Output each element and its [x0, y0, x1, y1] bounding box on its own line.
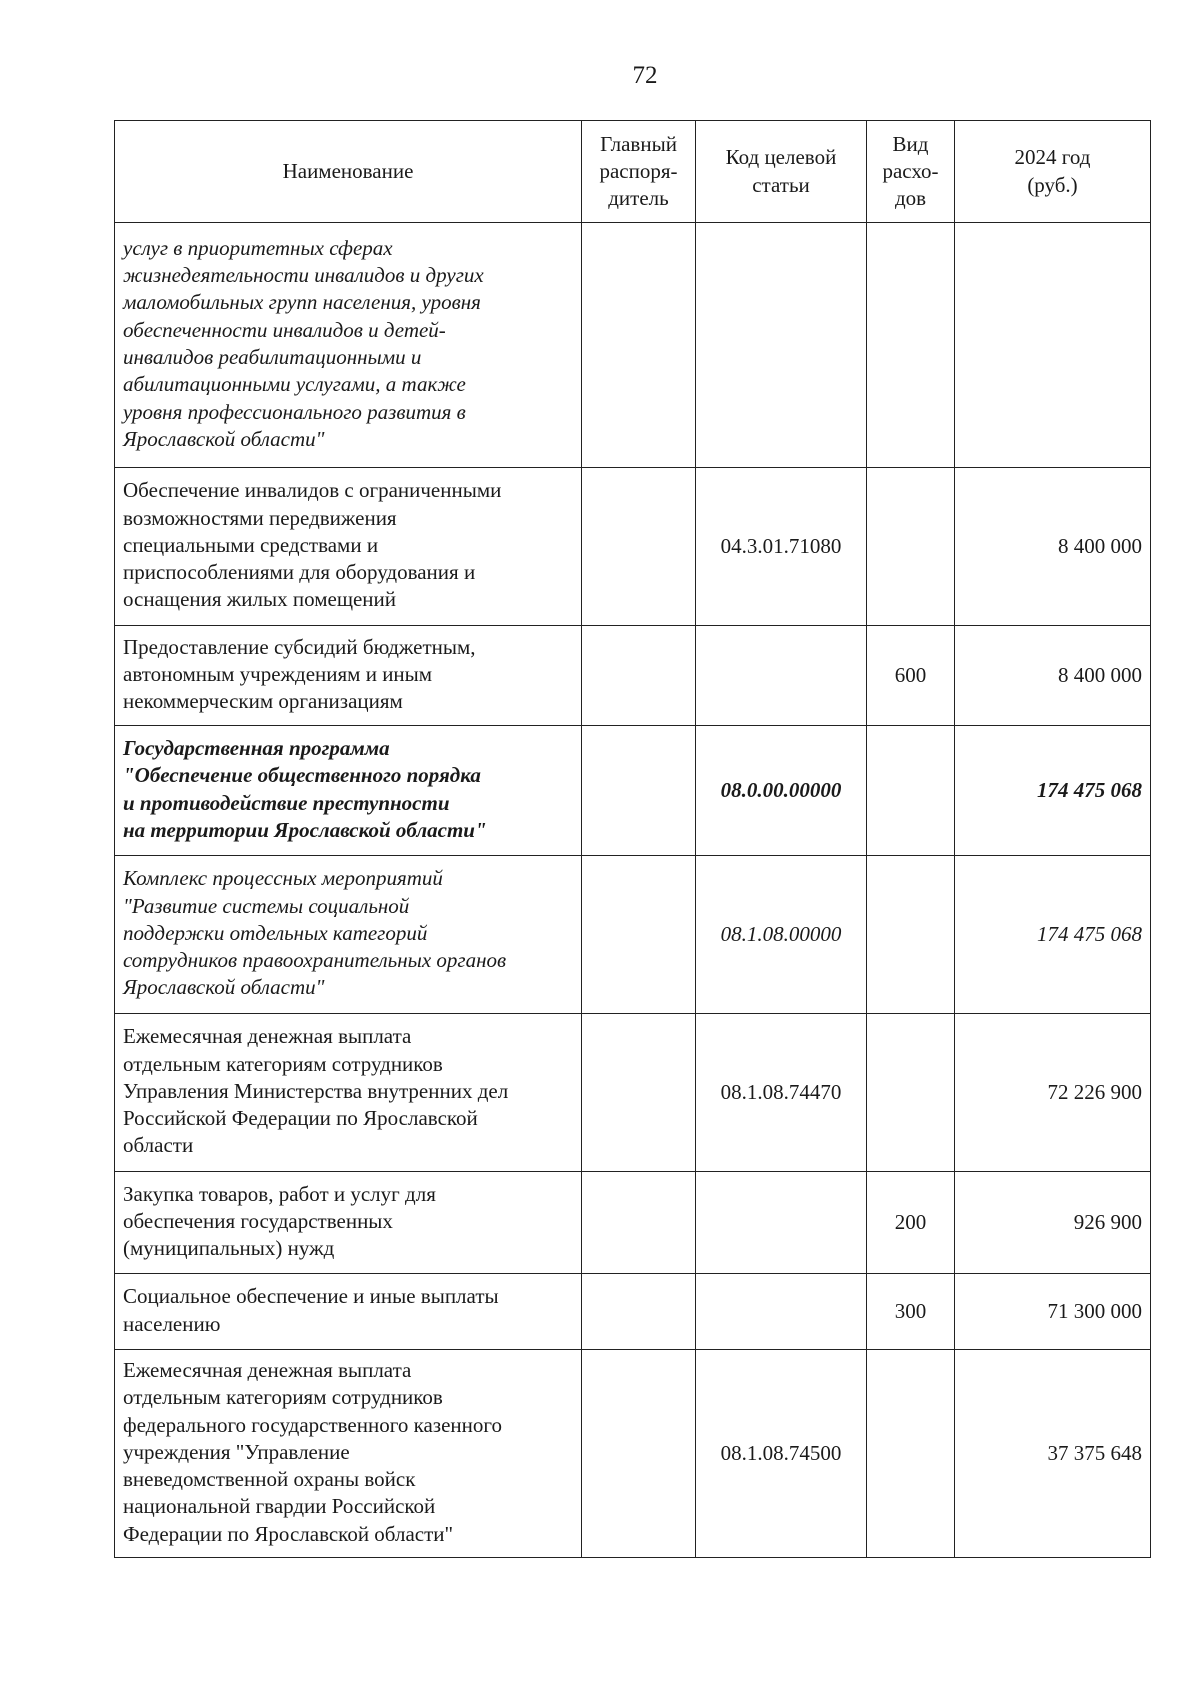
header-year: 2024 год (руб.) [955, 121, 1151, 223]
row-name [115, 1274, 582, 1350]
table-row [115, 1350, 1151, 1558]
table-row [115, 856, 1151, 1014]
row-vid: 200 [867, 1172, 955, 1274]
row-name [115, 1172, 582, 1274]
row-name-text: Комплекс процессных мероприятий "Развитие системы социальной поддержки отдельных категорий сотрудников правоохранительных органов Ярославской области" [123, 866, 507, 1000]
budget-table [114, 120, 1151, 1558]
row-glavny [582, 626, 696, 726]
row-name-text: Закупка товаров, работ и услуг для обеспечения государственных (муниципальных) нужд [123, 1181, 436, 1261]
row-vid [867, 856, 955, 1014]
row-vid [867, 1350, 955, 1558]
table-row [115, 223, 1151, 468]
row-name-text: Обеспечение инвалидов с ограниченными возможностями передвижения специальными средствами и приспособлениями для оборудования и оснащения жилых помещений [123, 478, 502, 612]
row-code [696, 223, 867, 468]
table-row [115, 626, 1151, 726]
row-code: 08.0.00.00000 [696, 726, 867, 856]
row-name [115, 1014, 582, 1172]
row-code: 08.1.08.74500 [696, 1350, 867, 1558]
row-sum: 8 400 000 [955, 626, 1151, 726]
row-vid: 300 [867, 1274, 955, 1350]
row-code [696, 1274, 867, 1350]
table-row [115, 468, 1151, 626]
row-sum: 174 475 068 [955, 726, 1151, 856]
table-row [115, 1014, 1151, 1172]
header-vid: Вид расхо- дов [867, 121, 955, 223]
page-number: 72 [632, 62, 658, 89]
row-name-text: услуг в приоритетных сферах жизнедеятельности инвалидов и других маломобильных групп населения, уровня обеспеченности инвалидов и детей- инвалидов реабилитационными и абилитационными услугами, а также уровня профессионального развития в Ярославской области" [123, 235, 484, 451]
row-name-text: Государственная программа "Обеспечение общественного порядка и противодействие преступности на территории Ярославской области" [123, 735, 487, 842]
row-name-text: Ежемесячная денежная выплата отдельным категориям сотрудников Управления Министерства внутренних дел Российской Федерации по Ярославской области [123, 1024, 509, 1158]
row-sum: 72 226 900 [955, 1014, 1151, 1172]
row-code: 08.1.08.00000 [696, 856, 867, 1014]
row-sum: 37 375 648 [955, 1350, 1151, 1558]
table-row [115, 726, 1151, 856]
row-vid [867, 468, 955, 626]
row-sum [955, 223, 1151, 468]
row-sum: 71 300 000 [955, 1274, 1151, 1350]
row-glavny [582, 468, 696, 626]
row-code: 04.3.01.71080 [696, 468, 867, 626]
row-vid: 600 [867, 626, 955, 726]
row-name [115, 626, 582, 726]
row-code [696, 626, 867, 726]
header-code: Код целевой статьи [696, 121, 867, 223]
row-name [115, 1350, 582, 1558]
header-glavny: Главный распоря- дитель [582, 121, 696, 223]
table-row [115, 1172, 1151, 1274]
row-sum: 926 900 [955, 1172, 1151, 1274]
row-glavny [582, 726, 696, 856]
row-name-text: Социальное обеспечение и иные выплаты населению [123, 1284, 499, 1336]
row-vid [867, 223, 955, 468]
row-name [115, 856, 582, 1014]
table-header-row [115, 121, 1151, 223]
row-glavny [582, 1172, 696, 1274]
row-sum: 8 400 000 [955, 468, 1151, 626]
row-vid [867, 1014, 955, 1172]
row-glavny [582, 1274, 696, 1350]
table-row [115, 1274, 1151, 1350]
row-glavny [582, 223, 696, 468]
header-name: Наименование [115, 121, 582, 223]
row-sum: 174 475 068 [955, 856, 1151, 1014]
row-vid [867, 726, 955, 856]
row-glavny [582, 856, 696, 1014]
row-glavny [582, 1350, 696, 1558]
row-name [115, 223, 582, 468]
row-code: 08.1.08.74470 [696, 1014, 867, 1172]
row-name-text: Ежемесячная денежная выплата отдельным категориям сотрудников федерального государственного казенного учреждения "Управление вневедомственной охраны войск национальной гвардии Российской Федерации по Ярославской области" [123, 1357, 502, 1546]
row-name-text: Предоставление субсидий бюджетным, автономным учреждениям и иным некоммерческим организациям [123, 634, 476, 714]
row-glavny [582, 1014, 696, 1172]
row-code [696, 1172, 867, 1274]
row-name [115, 726, 582, 856]
row-name [115, 468, 582, 626]
